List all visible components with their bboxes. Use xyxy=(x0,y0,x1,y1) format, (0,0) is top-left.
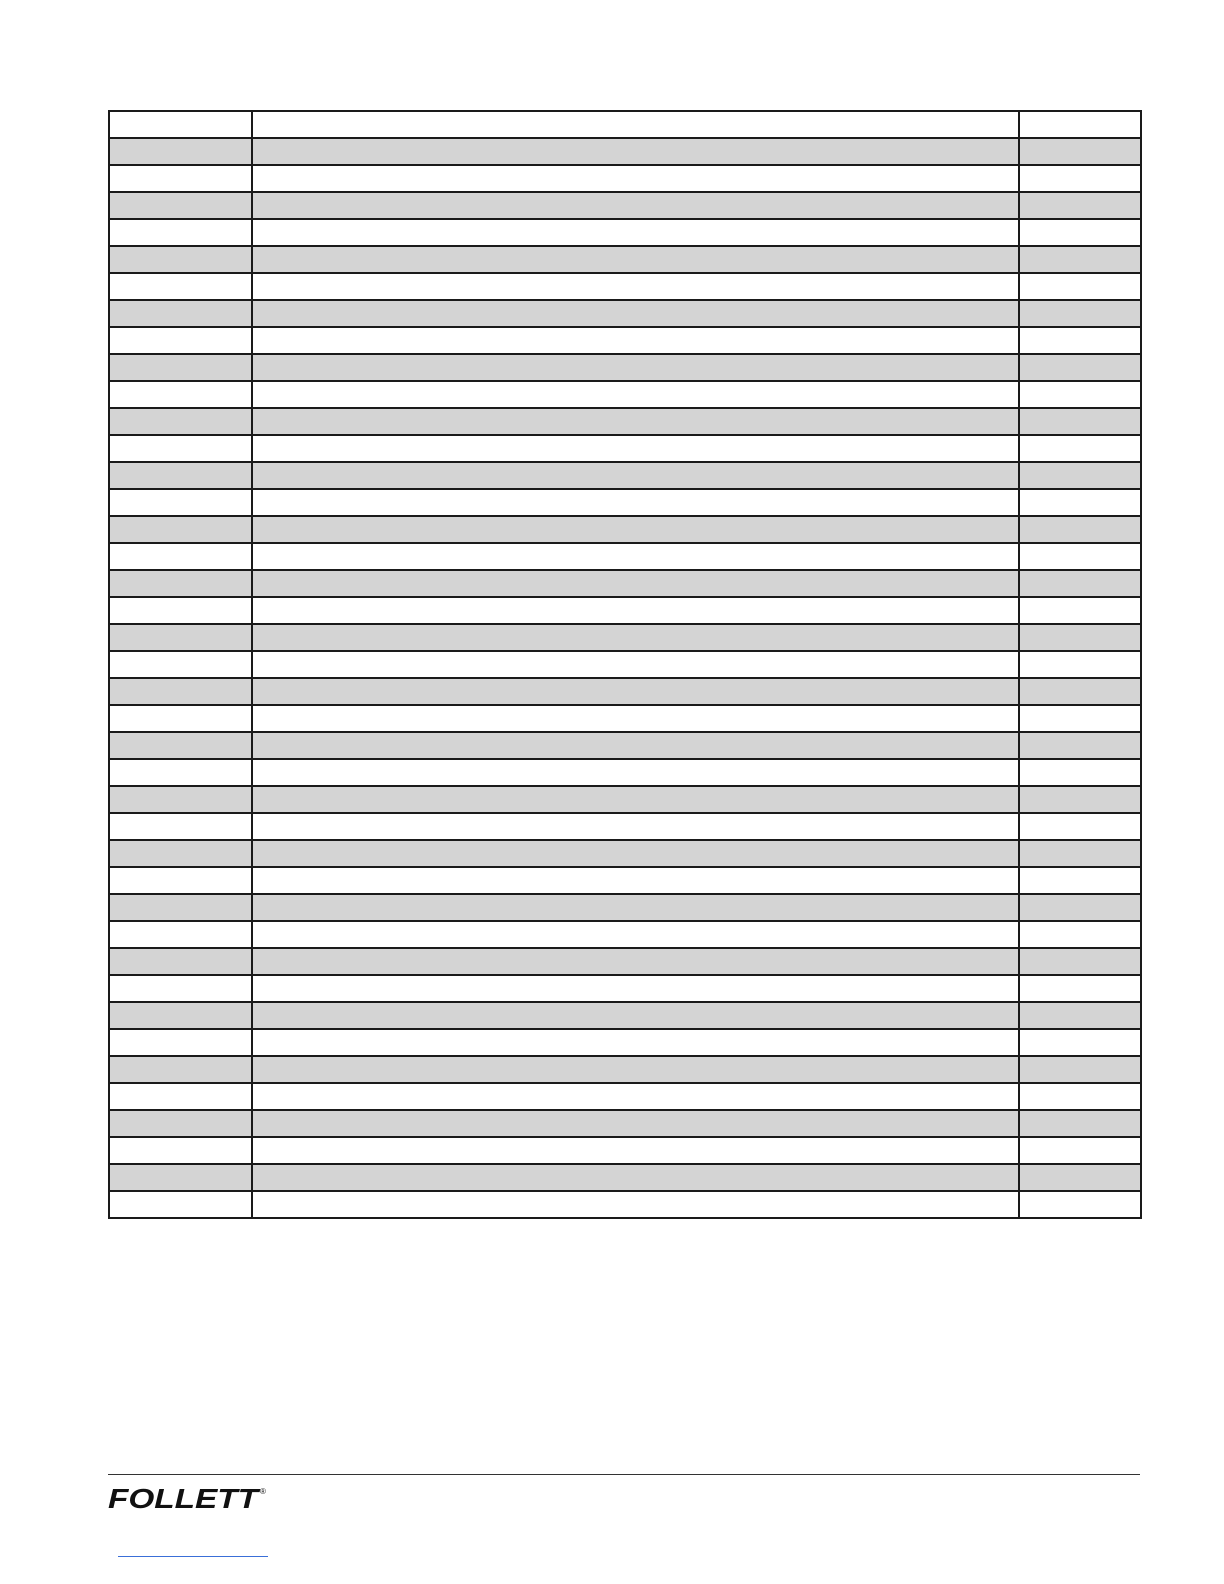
table-cell-col-1[interactable] xyxy=(109,327,252,354)
table-cell-col-1[interactable] xyxy=(109,786,252,813)
table-cell-col-3[interactable] xyxy=(1019,219,1141,246)
table-row xyxy=(109,894,1141,921)
table-cell-col-1[interactable] xyxy=(109,192,252,219)
table-cell-col-2[interactable] xyxy=(252,759,1019,786)
table-row xyxy=(109,1083,1141,1110)
table-cell-col-1[interactable] xyxy=(109,1083,252,1110)
table-body xyxy=(109,111,1141,1218)
table-row xyxy=(109,1110,1141,1137)
table-cell-col-3[interactable] xyxy=(1019,165,1141,192)
table-cell-col-1[interactable] xyxy=(109,300,252,327)
table-cell-col-1[interactable] xyxy=(109,1029,252,1056)
table-row xyxy=(109,759,1141,786)
table-cell-col-3[interactable] xyxy=(1019,813,1141,840)
table-row xyxy=(109,516,1141,543)
table-row xyxy=(109,867,1141,894)
table-cell-col-2[interactable] xyxy=(252,462,1019,489)
table-cell-col-3[interactable] xyxy=(1019,273,1141,300)
table-row xyxy=(109,570,1141,597)
table-row xyxy=(109,948,1141,975)
table-cell-col-3[interactable] xyxy=(1019,894,1141,921)
table-cell-col-3[interactable] xyxy=(1019,678,1141,705)
table-cell-col-1[interactable] xyxy=(109,732,252,759)
table-cell-col-2[interactable] xyxy=(252,435,1019,462)
table-cell-col-2[interactable] xyxy=(252,246,1019,273)
table-cell-col-3[interactable] xyxy=(1019,138,1141,165)
table-cell-col-1[interactable] xyxy=(109,840,252,867)
table-cell-col-3[interactable] xyxy=(1019,516,1141,543)
table-cell-col-2[interactable] xyxy=(252,300,1019,327)
table-cell-col-2[interactable] xyxy=(252,948,1019,975)
table-cell-col-3[interactable] xyxy=(1019,651,1141,678)
table-row xyxy=(109,435,1141,462)
table-cell-col-1[interactable] xyxy=(109,624,252,651)
table-row xyxy=(109,1137,1141,1164)
table-cell-col-1[interactable] xyxy=(109,1056,252,1083)
table-cell-col-1[interactable] xyxy=(109,1137,252,1164)
table-cell-col-2[interactable] xyxy=(252,894,1019,921)
table-row xyxy=(109,354,1141,381)
table-cell-col-1[interactable] xyxy=(109,138,252,165)
table-cell-col-3[interactable] xyxy=(1019,1056,1141,1083)
table-cell-col-2[interactable] xyxy=(252,624,1019,651)
registered-mark: ® xyxy=(260,1487,266,1496)
parts-form-table xyxy=(108,110,1142,1219)
table-cell-col-2[interactable] xyxy=(252,219,1019,246)
table-row xyxy=(109,381,1141,408)
table-cell-col-3[interactable] xyxy=(1019,1164,1141,1191)
table-cell-col-2[interactable] xyxy=(252,786,1019,813)
table-cell-col-2[interactable] xyxy=(252,192,1019,219)
table-cell-col-1[interactable] xyxy=(109,516,252,543)
table-row xyxy=(109,786,1141,813)
table-cell-col-3[interactable] xyxy=(1019,300,1141,327)
table-cell-col-3[interactable] xyxy=(1019,1191,1141,1218)
table-cell-col-3[interactable] xyxy=(1019,1137,1141,1164)
table-row xyxy=(109,219,1141,246)
table-cell-col-2[interactable] xyxy=(252,813,1019,840)
table-cell-col-3[interactable] xyxy=(1019,1029,1141,1056)
table-cell-col-2[interactable] xyxy=(252,327,1019,354)
table-row xyxy=(109,1002,1141,1029)
table-cell-col-3[interactable] xyxy=(1019,246,1141,273)
logo-wordmark: FOLLETT xyxy=(108,1484,262,1512)
table-row xyxy=(109,813,1141,840)
table-row xyxy=(109,678,1141,705)
table-cell-col-2[interactable] xyxy=(252,489,1019,516)
table-cell-col-2[interactable] xyxy=(252,867,1019,894)
table-cell-col-1[interactable] xyxy=(109,867,252,894)
table-row xyxy=(109,597,1141,624)
table-cell-col-1[interactable] xyxy=(109,948,252,975)
table-cell-col-3[interactable] xyxy=(1019,327,1141,354)
table-cell-col-3[interactable] xyxy=(1019,111,1141,138)
table-row xyxy=(109,408,1141,435)
table-cell-col-1[interactable] xyxy=(109,678,252,705)
table-cell-col-3[interactable] xyxy=(1019,408,1141,435)
table-row xyxy=(109,1056,1141,1083)
table-cell-col-3[interactable] xyxy=(1019,462,1141,489)
table-cell-col-1[interactable] xyxy=(109,408,252,435)
table-cell-col-3[interactable] xyxy=(1019,948,1141,975)
table-row xyxy=(109,165,1141,192)
footer-link-underline[interactable] xyxy=(118,1556,268,1557)
table-cell-col-2[interactable] xyxy=(252,354,1019,381)
table-cell-col-3[interactable] xyxy=(1019,705,1141,732)
table-cell-col-1[interactable] xyxy=(109,1191,252,1218)
table-row xyxy=(109,489,1141,516)
table-cell-col-3[interactable] xyxy=(1019,786,1141,813)
table-cell-col-1[interactable] xyxy=(109,975,252,1002)
table-row xyxy=(109,1191,1141,1218)
table-cell-col-2[interactable] xyxy=(252,921,1019,948)
table-cell-col-1[interactable] xyxy=(109,759,252,786)
table-cell-col-3[interactable] xyxy=(1019,597,1141,624)
table-cell-col-1[interactable] xyxy=(109,489,252,516)
table-cell-col-3[interactable] xyxy=(1019,489,1141,516)
table-row xyxy=(109,246,1141,273)
table-cell-col-2[interactable] xyxy=(252,705,1019,732)
table-cell-col-1[interactable] xyxy=(109,1164,252,1191)
table-cell-col-3[interactable] xyxy=(1019,435,1141,462)
table-cell-col-2[interactable] xyxy=(252,1191,1019,1218)
table-cell-col-3[interactable] xyxy=(1019,732,1141,759)
table-cell-col-1[interactable] xyxy=(109,462,252,489)
table-cell-col-1[interactable] xyxy=(109,651,252,678)
table-row xyxy=(109,192,1141,219)
table-cell-col-1[interactable] xyxy=(109,597,252,624)
table-cell-col-1[interactable] xyxy=(109,165,252,192)
table-cell-col-2[interactable] xyxy=(252,570,1019,597)
table-cell-col-2[interactable] xyxy=(252,1137,1019,1164)
table-cell-col-3[interactable] xyxy=(1019,624,1141,651)
table-cell-col-2[interactable] xyxy=(252,273,1019,300)
table-row xyxy=(109,1029,1141,1056)
table-cell-col-1[interactable] xyxy=(109,1002,252,1029)
table-cell-col-1[interactable] xyxy=(109,570,252,597)
table-row xyxy=(109,138,1141,165)
table-cell-col-3[interactable] xyxy=(1019,921,1141,948)
table-cell-col-1[interactable] xyxy=(109,705,252,732)
table-cell-col-2[interactable] xyxy=(252,138,1019,165)
footer-divider xyxy=(108,1474,1140,1475)
table-cell-col-2[interactable] xyxy=(252,111,1019,138)
table-cell-col-3[interactable] xyxy=(1019,1002,1141,1029)
table-cell-col-2[interactable] xyxy=(252,165,1019,192)
table-cell-col-2[interactable] xyxy=(252,840,1019,867)
table-row xyxy=(109,327,1141,354)
table-row xyxy=(109,651,1141,678)
table-cell-col-2[interactable] xyxy=(252,1110,1019,1137)
table-cell-col-2[interactable] xyxy=(252,1083,1019,1110)
table-cell-col-2[interactable] xyxy=(252,678,1019,705)
table-cell-col-2[interactable] xyxy=(252,516,1019,543)
table-cell-col-3[interactable] xyxy=(1019,570,1141,597)
table-cell-col-3[interactable] xyxy=(1019,543,1141,570)
table-cell-col-1[interactable] xyxy=(109,435,252,462)
table-cell-col-2[interactable] xyxy=(252,1002,1019,1029)
table-cell-col-1[interactable] xyxy=(109,543,252,570)
table-row xyxy=(109,273,1141,300)
table-cell-col-2[interactable] xyxy=(252,1164,1019,1191)
table-cell-col-2[interactable] xyxy=(252,543,1019,570)
follett-logo xyxy=(108,1484,268,1512)
table-row xyxy=(109,840,1141,867)
table-cell-col-3[interactable] xyxy=(1019,759,1141,786)
table-cell-col-1[interactable] xyxy=(109,921,252,948)
table-row xyxy=(109,705,1141,732)
table-cell-col-1[interactable] xyxy=(109,246,252,273)
table-row xyxy=(109,1164,1141,1191)
table-row xyxy=(109,732,1141,759)
table-cell-col-1[interactable] xyxy=(109,381,252,408)
table-cell-col-3[interactable] xyxy=(1019,1083,1141,1110)
table-cell-col-3[interactable] xyxy=(1019,840,1141,867)
table-cell-col-2[interactable] xyxy=(252,732,1019,759)
table-cell-col-2[interactable] xyxy=(252,597,1019,624)
table-row xyxy=(109,624,1141,651)
table-cell-col-1[interactable] xyxy=(109,813,252,840)
table-row xyxy=(109,543,1141,570)
table-cell-col-3[interactable] xyxy=(1019,975,1141,1002)
table-row xyxy=(109,921,1141,948)
table-cell-col-2[interactable] xyxy=(252,381,1019,408)
table-cell-col-1[interactable] xyxy=(109,1110,252,1137)
table-cell-col-3[interactable] xyxy=(1019,1110,1141,1137)
table-row xyxy=(109,111,1141,138)
table-cell-col-1[interactable] xyxy=(109,111,252,138)
table-cell-col-2[interactable] xyxy=(252,975,1019,1002)
table-row xyxy=(109,975,1141,1002)
table-cell-col-1[interactable] xyxy=(109,219,252,246)
table-cell-col-2[interactable] xyxy=(252,408,1019,435)
table-cell-col-2[interactable] xyxy=(252,1056,1019,1083)
table-cell-col-3[interactable] xyxy=(1019,867,1141,894)
table-cell-col-1[interactable] xyxy=(109,273,252,300)
table-cell-col-3[interactable] xyxy=(1019,381,1141,408)
table-cell-col-3[interactable] xyxy=(1019,354,1141,381)
table-cell-col-2[interactable] xyxy=(252,1029,1019,1056)
table-cell-col-1[interactable] xyxy=(109,354,252,381)
table-row xyxy=(109,462,1141,489)
table-row xyxy=(109,300,1141,327)
table-cell-col-1[interactable] xyxy=(109,894,252,921)
table-cell-col-3[interactable] xyxy=(1019,192,1141,219)
table-cell-col-2[interactable] xyxy=(252,651,1019,678)
